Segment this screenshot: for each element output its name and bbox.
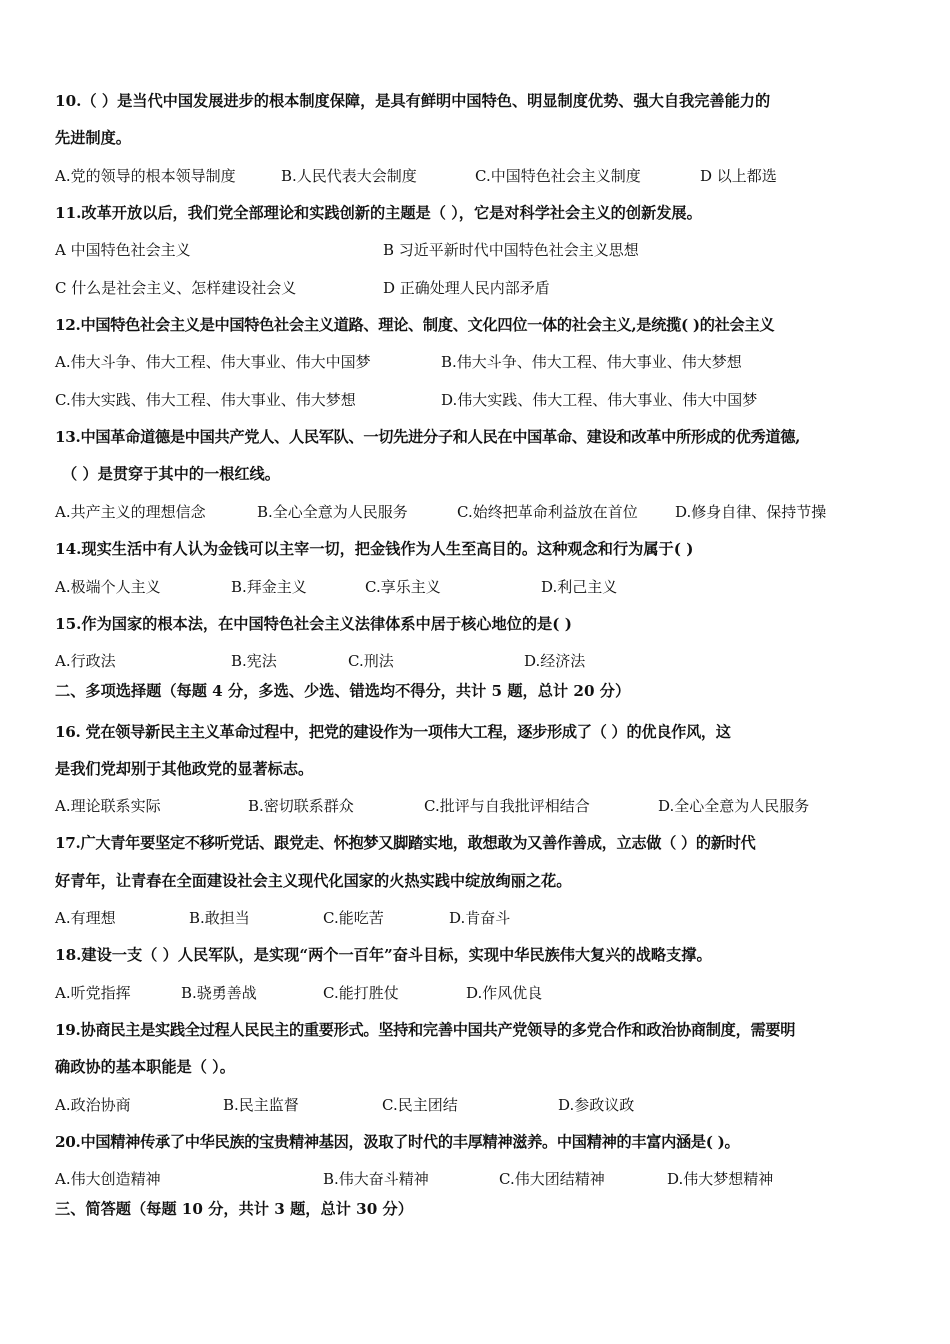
q11-option-b: B 习近平新时代中国特色社会主义思想 <box>383 241 639 259</box>
q10-option-c: C.中国特色社会主义制度 <box>475 167 641 185</box>
q11-option-c: C 什么是社会主义、怎样建设社会义 <box>55 279 297 297</box>
q18-option-b: B.骁勇善战 <box>181 984 257 1002</box>
q16-option-c: C.批评与自我批评相结合 <box>424 797 590 815</box>
q20-option-a: A.伟大创造精神 <box>55 1170 161 1188</box>
q20-option-c: C.伟大团结精神 <box>499 1170 605 1188</box>
question-16-text: 16. 党在领导新民主主义革命过程中，把党的建设作为一项伟大工程，逐步形成了（ ）的优良作风，这 <box>55 723 731 741</box>
q17-option-b: B.敢担当 <box>189 909 250 927</box>
q17-option-d: D.肯奋斗 <box>449 909 511 927</box>
question-14-text: 14.现实生活中有人认为金钱可以主宰一切，把金钱作为人生至高目的。这种观念和行为属于( ) <box>55 540 694 558</box>
q16-option-a: A.理论联系实际 <box>55 797 161 815</box>
q19-option-a: A.政治协商 <box>55 1096 131 1114</box>
q13-option-d: D.修身自律、保持节操 <box>675 503 827 521</box>
q19-option-b: B.民主监督 <box>223 1096 299 1114</box>
q13-option-b: B.全心全意为人民服务 <box>257 503 408 521</box>
question-17-text-cont: 好青年，让青春在全面建设社会主义现代化国家的火热实践中绽放绚丽之花。 <box>55 872 572 890</box>
q18-option-d: D.作风优良 <box>466 984 543 1002</box>
question-12-text: 12.中国特色社会主义是中国特色社会主义道路、理论、制度、文化四位一体的社会主义,是统揽( )的社会主义 <box>55 316 775 334</box>
question-18-text: 18.建设一支（ ）人民军队，是实现“两个一百年”奋斗目标，实现中华民族伟大复兴的战略支撑。 <box>55 946 712 964</box>
q17-option-a: A.有理想 <box>55 909 116 927</box>
question-10-text: 10.（ ）是当代中国发展进步的根本制度保障，是具有鲜明中国特色、明显制度优势、强大自我完善能力的 <box>55 92 771 110</box>
q19-option-d: D.参政议政 <box>558 1096 635 1114</box>
q14-option-b: B.拜金主义 <box>231 578 307 596</box>
question-16-text-cont: 是我们党却别于其他政党的显著标志。 <box>55 760 314 778</box>
question-19-text: 19.协商民主是实践全过程人民民主的重要形式。坚持和完善中国共产党领导的多党合作和政治协商制度，需要明 <box>55 1021 796 1039</box>
question-15-text: 15.作为国家的根本法，在中国特色社会主义法律体系中居于核心地位的是( ) <box>55 615 572 633</box>
question-13-text: 13.中国革命道德是中国共产党人、人民军队、一切先进分子和人民在中国革命、建设和改革中所形成的优秀道德, <box>55 428 801 446</box>
q12-option-d: D.伟大实践、伟大工程、伟大事业、伟大中国梦 <box>441 391 758 409</box>
q16-option-b: B.密切联系群众 <box>248 797 354 815</box>
question-20-text: 20.中国精神传承了中华民族的宝贵精神基因，汲取了时代的丰厚精神滋养。中国精神的丰富内涵是( )。 <box>55 1133 740 1151</box>
q15-option-d: D.经济法 <box>524 652 586 670</box>
section-3-heading: 三、简答题（每题 10 分，共计 3 题，总计 30 分） <box>55 1200 413 1218</box>
q20-option-d: D.伟大梦想精神 <box>667 1170 774 1188</box>
q18-option-c: C.能打胜仗 <box>323 984 399 1002</box>
q14-option-a: A.极端个人主义 <box>55 578 161 596</box>
q15-option-b: B.宪法 <box>231 652 277 670</box>
q16-option-d: D.全心全意为人民服务 <box>658 797 810 815</box>
q15-option-c: C.刑法 <box>348 652 394 670</box>
q17-option-c: C.能吃苦 <box>323 909 384 927</box>
q11-option-d: D 正确处理人民内部矛盾 <box>383 279 550 297</box>
q18-option-a: A.听党指挥 <box>55 984 131 1002</box>
q13-option-c: C.始终把革命利益放在首位 <box>457 503 638 521</box>
q12-option-a: A.伟大斗争、伟大工程、伟大事业、伟大中国梦 <box>55 353 371 371</box>
q19-option-c: C.民主团结 <box>382 1096 458 1114</box>
q20-option-b: B.伟大奋斗精神 <box>323 1170 429 1188</box>
q10-option-d: D 以上都选 <box>700 167 777 185</box>
q10-option-a: A.党的领导的根本领导制度 <box>55 167 236 185</box>
q12-option-c: C.伟大实践、伟大工程、伟大事业、伟大梦想 <box>55 391 356 409</box>
q13-option-a: A.共产主义的理想信念 <box>55 503 206 521</box>
question-19-text-cont: 确政协的基本职能是（ ）。 <box>55 1058 235 1076</box>
q15-option-a: A.行政法 <box>55 652 116 670</box>
question-11-text: 11.改革开放以后，我们党全部理论和实践创新的主题是（ ），它是对科学社会主义的创新发展。 <box>55 204 702 222</box>
section-2-heading: 二、多项选择题（每题 4 分，多选、少选、错选均不得分，共计 5 题，总计 20 分） <box>55 682 631 700</box>
q12-option-b: B.伟大斗争、伟大工程、伟大事业、伟大梦想 <box>441 353 742 371</box>
q14-option-d: D.利己主义 <box>541 578 618 596</box>
question-13-text-cont: （ ）是贯穿于其中的一根红线。 <box>62 465 280 483</box>
q11-option-a: A 中国特色社会主义 <box>55 241 191 259</box>
question-10-text-cont: 先进制度。 <box>55 129 131 147</box>
q14-option-c: C.享乐主义 <box>365 578 441 596</box>
question-17-text: 17.广大青年要坚定不移听党话、跟党走、怀抱梦又脚踏实地，敢想敢为又善作善成，立志做（ ）的新时代 <box>55 834 756 852</box>
q10-option-b: B.人民代表大会制度 <box>281 167 417 185</box>
